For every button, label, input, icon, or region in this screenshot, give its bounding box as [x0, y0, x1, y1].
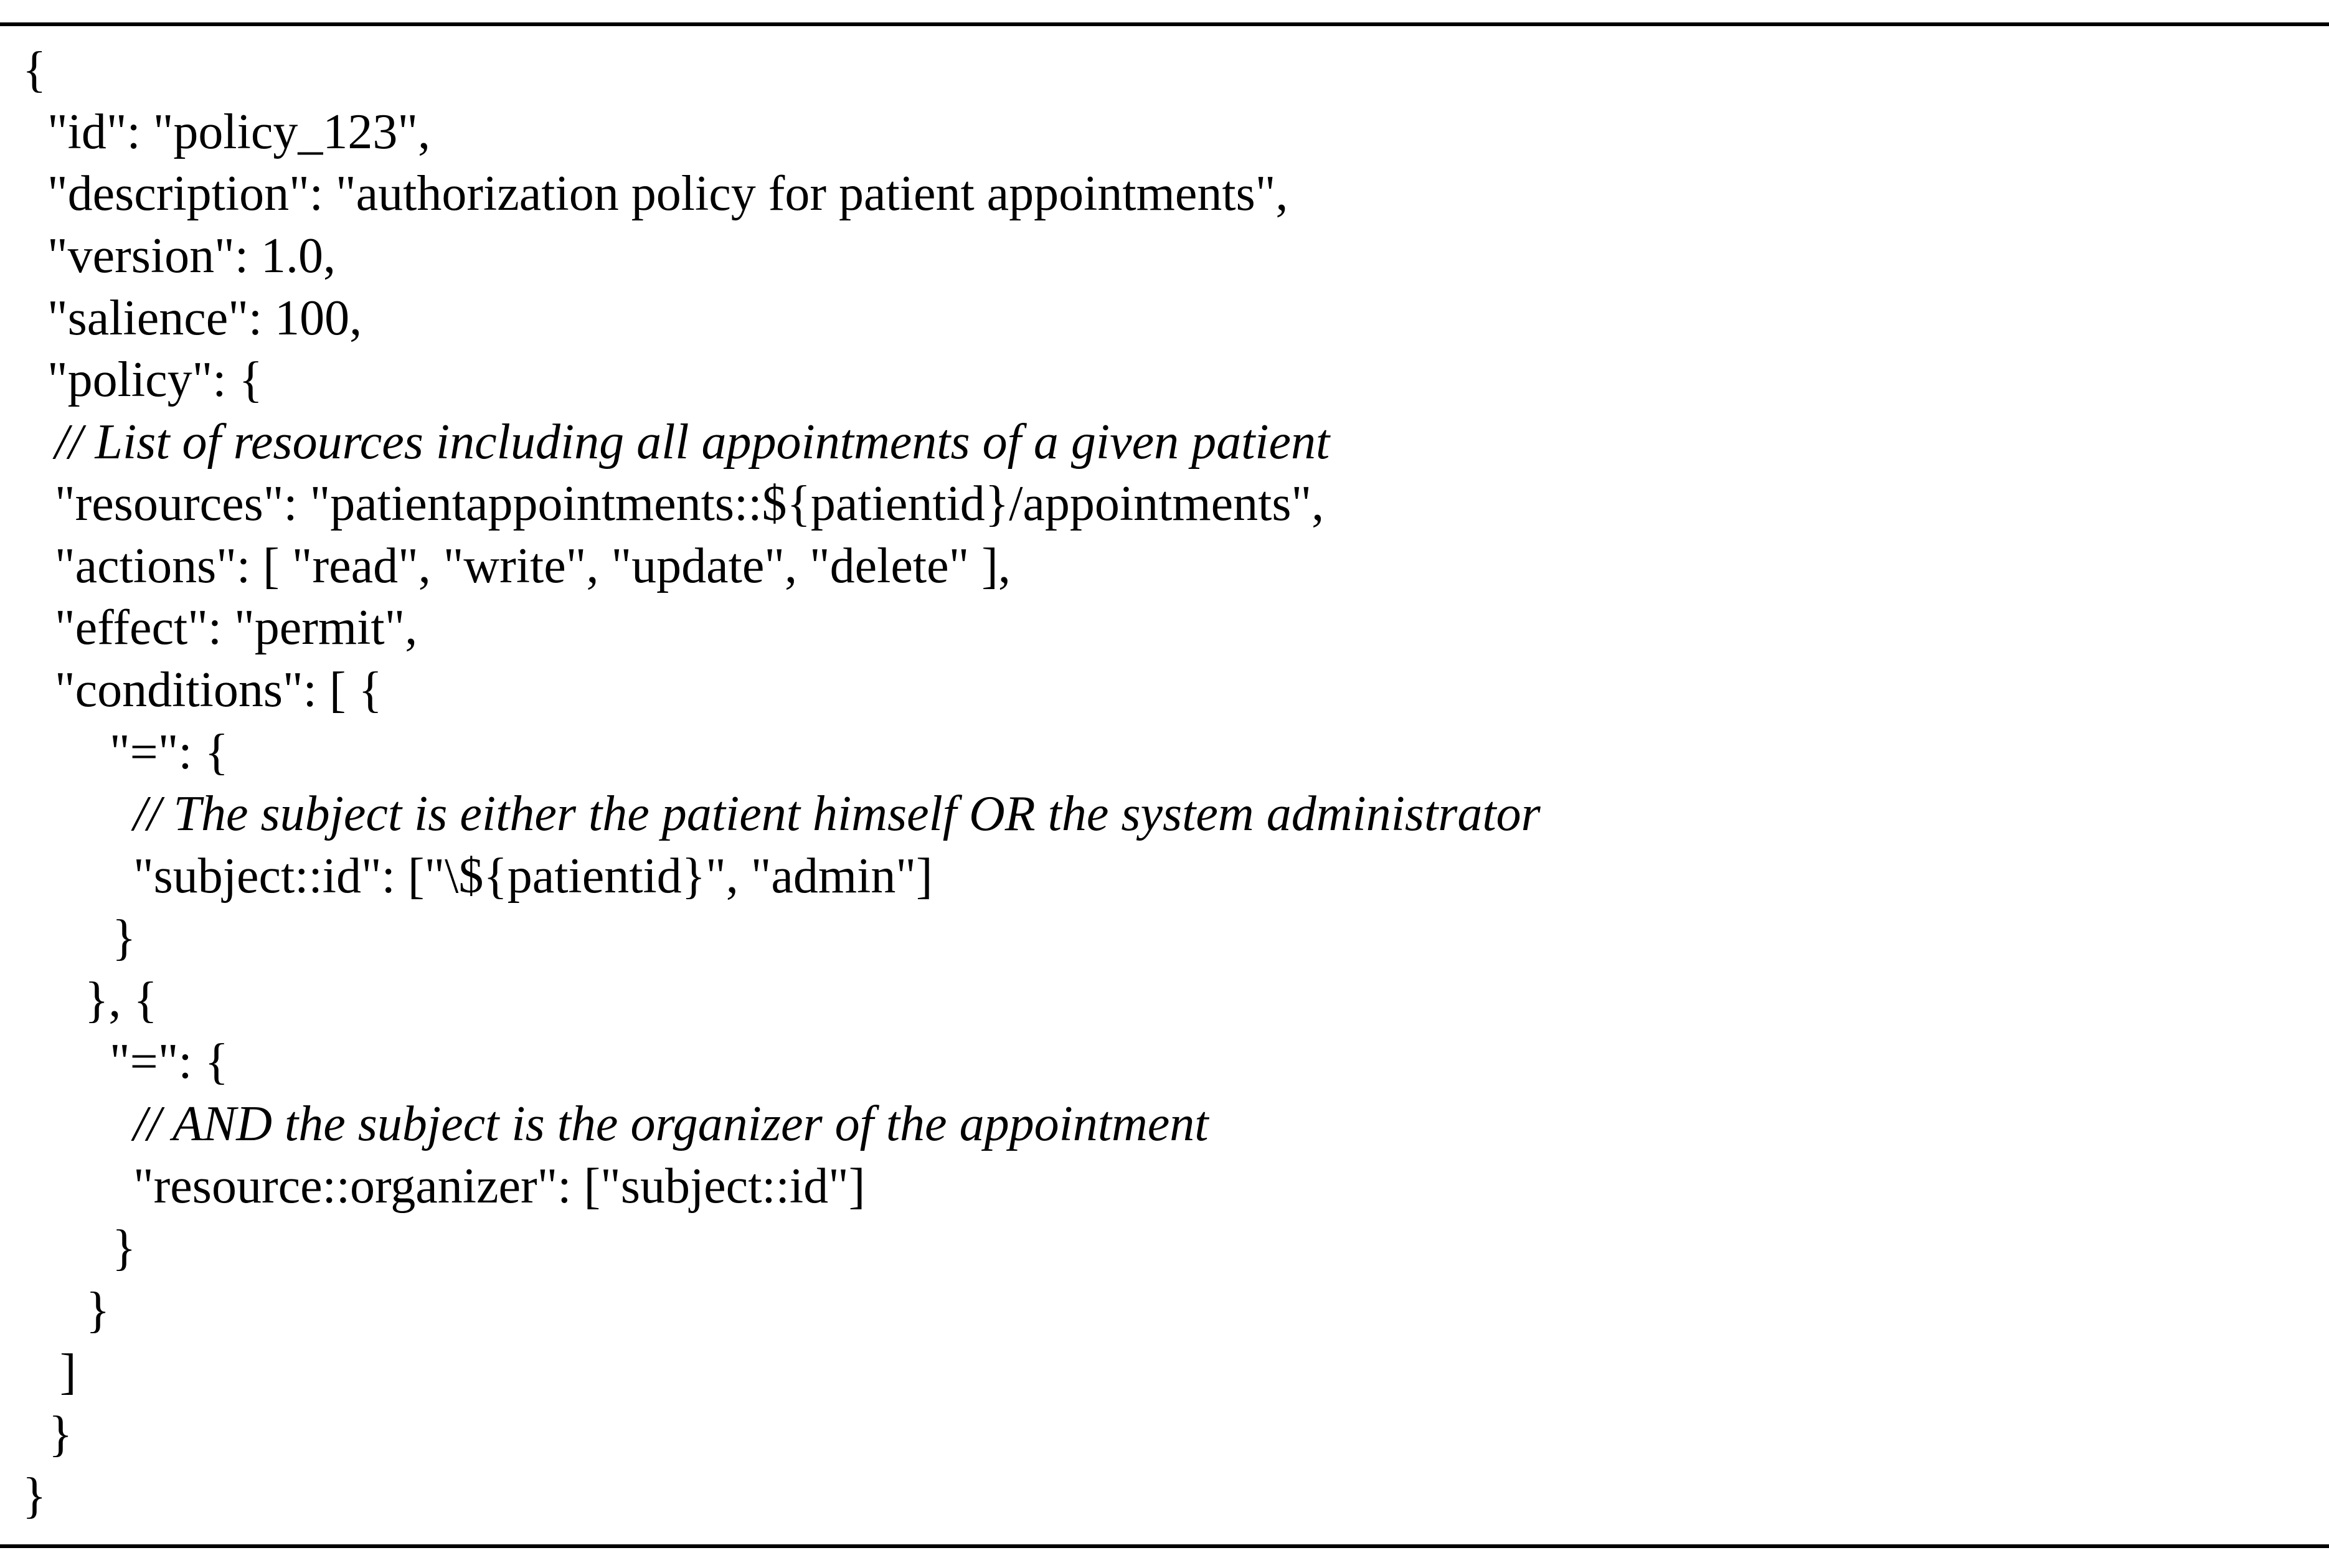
code-line-subject-id: "subject::id": ["\${patientid}", "admin"] — [133, 849, 933, 904]
code-line-close-policy: } — [49, 1407, 73, 1462]
code-line-close-1: } — [112, 910, 136, 965]
code-comment-resources: // List of resources including all appointments of a given patient — [55, 415, 1330, 470]
code-line-resources: "resources": "patientappointments::${patientid}/appointments", — [55, 476, 1325, 531]
code-line-conditions: "conditions": [ { — [55, 663, 382, 717]
code-line-close-root: } — [22, 1468, 47, 1523]
code-line-close-2: } — [112, 1221, 136, 1275]
code-line-id: "id": "policy_123", — [47, 105, 431, 159]
code-line-close-array: ] — [60, 1344, 77, 1399]
code-line-resource-organizer: "resource::organizer": ["subject::id"] — [133, 1159, 866, 1214]
code-line-next-condition: }, { — [85, 973, 158, 1027]
code-line-close-3: } — [86, 1283, 110, 1338]
code-line-equals-1: "=": { — [110, 725, 229, 780]
code-line-policy: "policy": { — [47, 352, 263, 407]
bottom-rule — [0, 1544, 2329, 1548]
code-line-equals-2: "=": { — [110, 1034, 229, 1089]
code-line-salience: "salience": 100, — [47, 291, 362, 346]
code-line-open-brace: { — [22, 42, 47, 97]
code-comment-subject: // The subject is either the patient himself OR the system administrator — [133, 786, 1541, 841]
code-line-actions: "actions": [ "read", "write", "update", "delete" ], — [55, 539, 1011, 593]
code-comment-organizer: // AND the subject is the organizer of the appointment — [133, 1097, 1209, 1151]
code-line-version: "version": 1.0, — [47, 229, 336, 283]
code-line-description: "description": "authorization policy for patient appointments", — [47, 166, 1288, 221]
code-line-effect: "effect": "permit", — [55, 600, 418, 655]
